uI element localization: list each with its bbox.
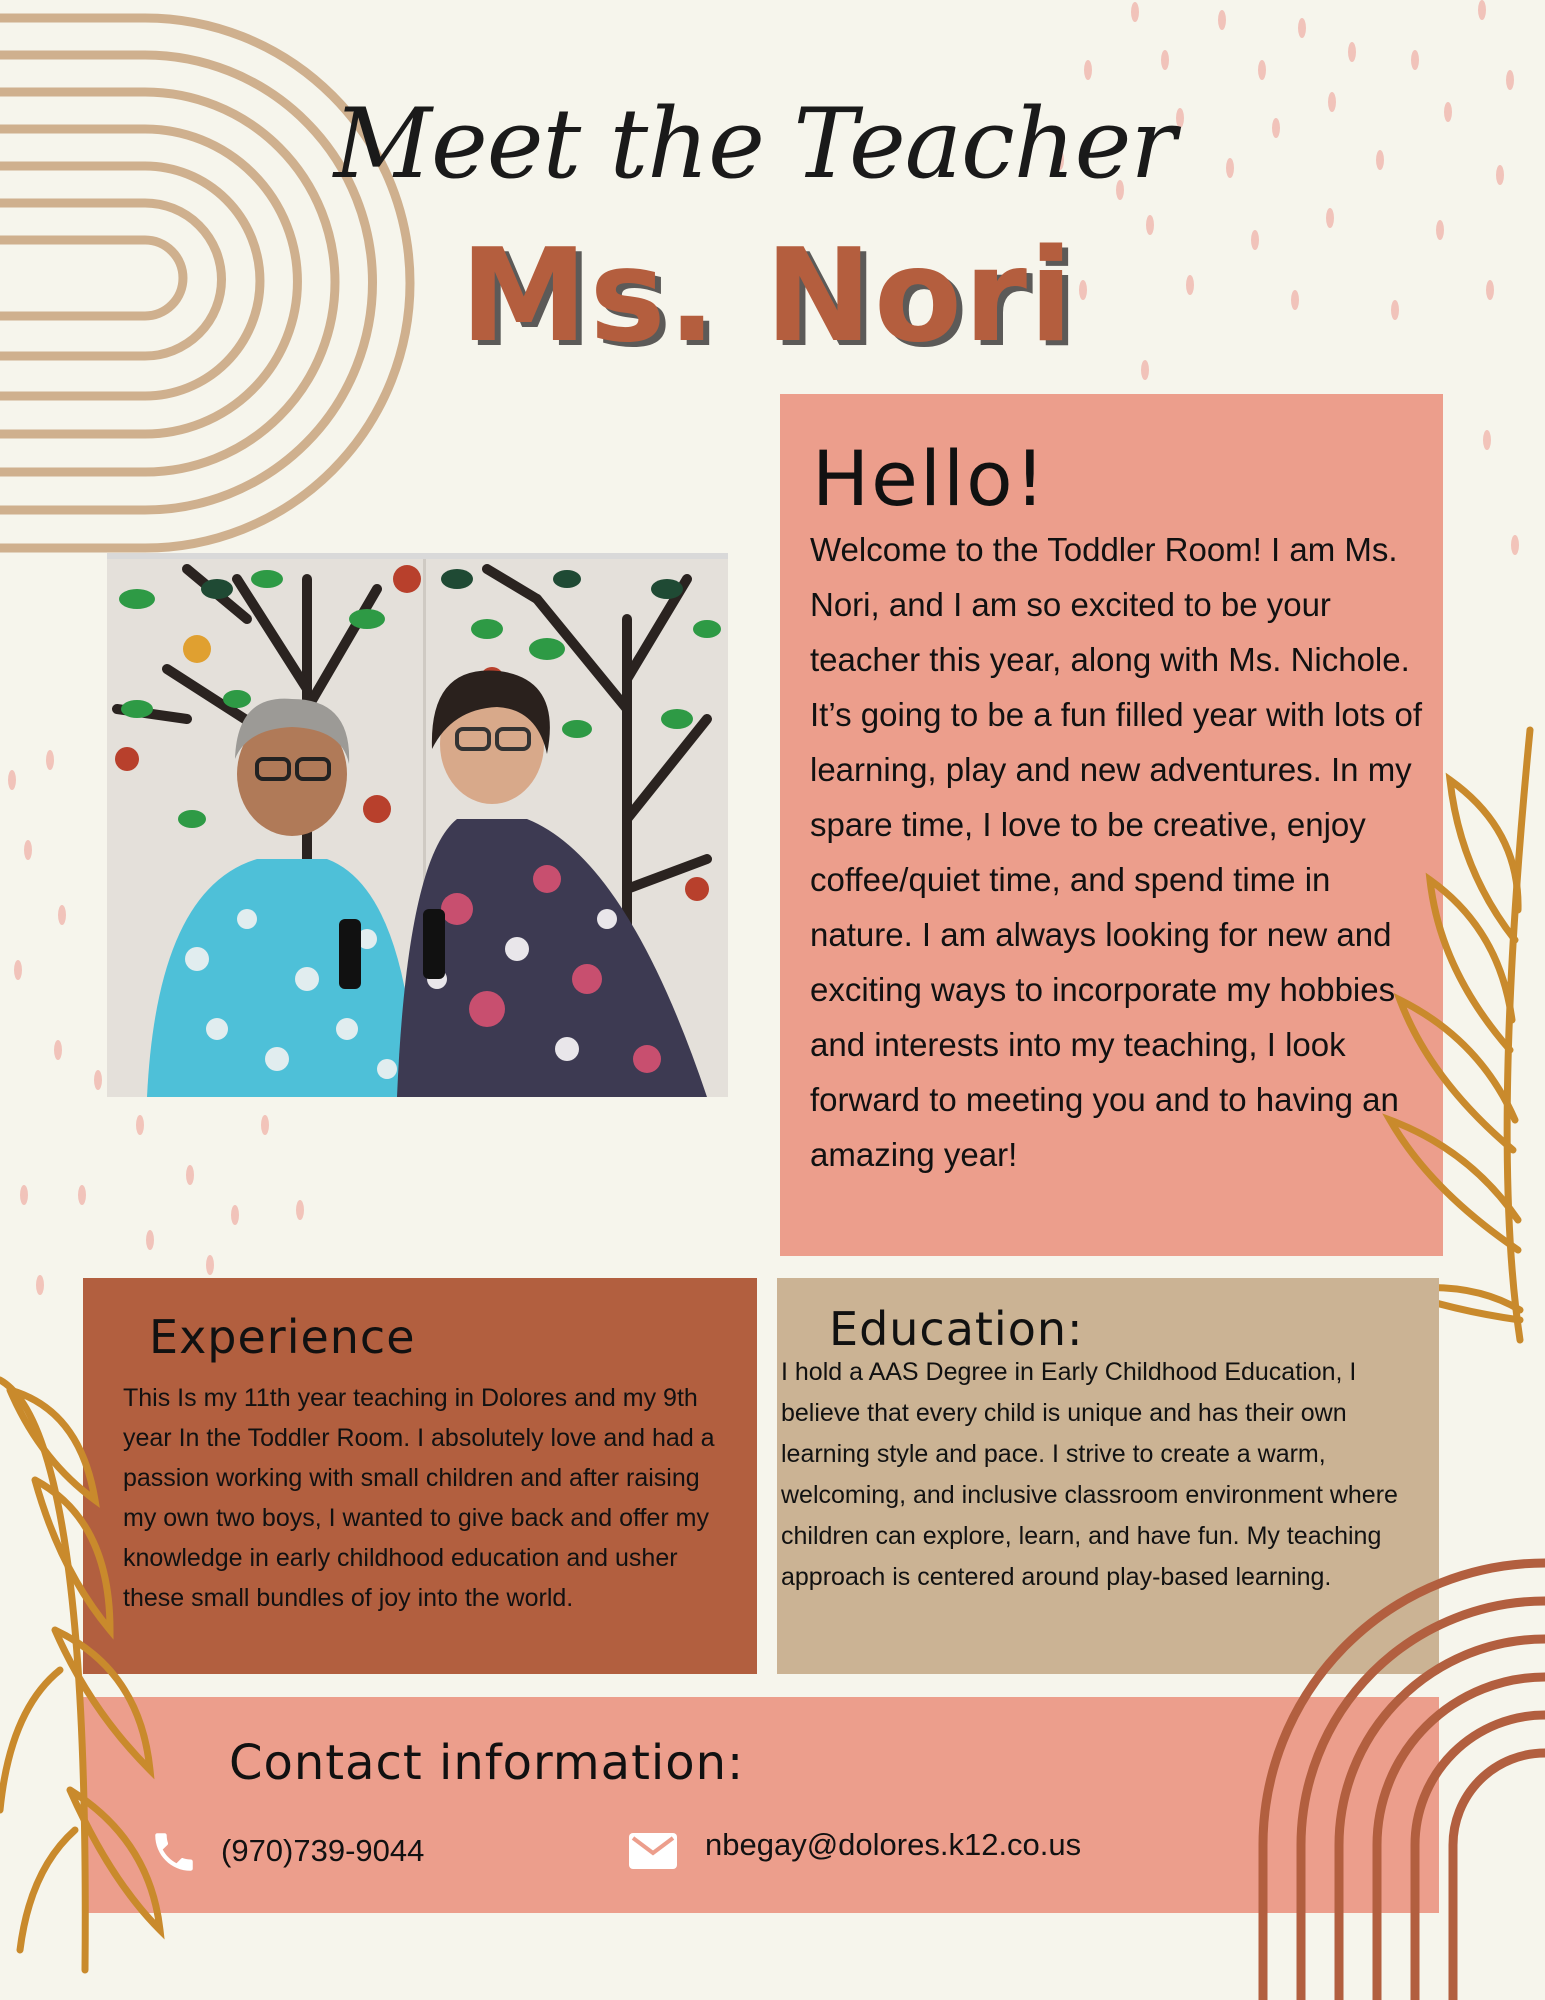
bottom-right-arch-decoration <box>1255 1555 1545 2000</box>
contact-section <box>83 1697 1439 1913</box>
experience-heading: Experience <box>149 1310 416 1364</box>
hello-section <box>780 394 1443 1256</box>
hello-heading: Hello! <box>812 434 1048 523</box>
hello-paragraph: Welcome to the Toddler Room! I am Ms. Nori, and I am so excited to be your teacher this year, along with Ms. Nichole. It’s going to be a fun filled year with lots of learning, play and new adventures. In my spare time, I love to be creative, enjoy coffee/quiet time, and spend time in nature. I am always looking for new and exciting ways to incorporate my hobbies and interests into my teaching, I look forward to meeting you and to having an amazing year! <box>810 531 1423 1173</box>
left-leaf-branch-decoration <box>0 1370 170 1980</box>
meet-the-teacher-title: Meet the Teacher <box>333 88 1176 200</box>
phone-number[interactable]: (970)739-9044 <box>221 1833 425 1868</box>
email-address[interactable]: nbegay@dolores.k12.co.us <box>705 1827 1082 1862</box>
experience-paragraph: This Is my 11th year teaching in Dolores and my 9th year In the Toddler Room. I absolutely love and had a passion working with small children and after raising my own two boys, I wanted to give back and offer my knowledge in early childhood education and usher these small bundles of joy into the world. <box>123 1384 715 1612</box>
envelope-icon <box>629 1833 677 1869</box>
right-leaf-branch-decoration <box>1370 720 1545 1350</box>
education-heading: Education: <box>829 1302 1084 1356</box>
contact-heading: Contact information: <box>229 1735 745 1791</box>
experience-section <box>83 1278 757 1674</box>
education-paragraph: I hold a AAS Degree in Early Childhood Education, I believe that every child is unique and has their own learning style and pace. I strive to create a warm, welcoming, and inclusive classroom environment where children can explore, learn, and have fun. My teaching approach is centered around play-based learning. <box>781 1358 1398 1591</box>
teacher-photo <box>107 553 728 1097</box>
teacher-name-title: Ms. Nori <box>460 222 1075 371</box>
